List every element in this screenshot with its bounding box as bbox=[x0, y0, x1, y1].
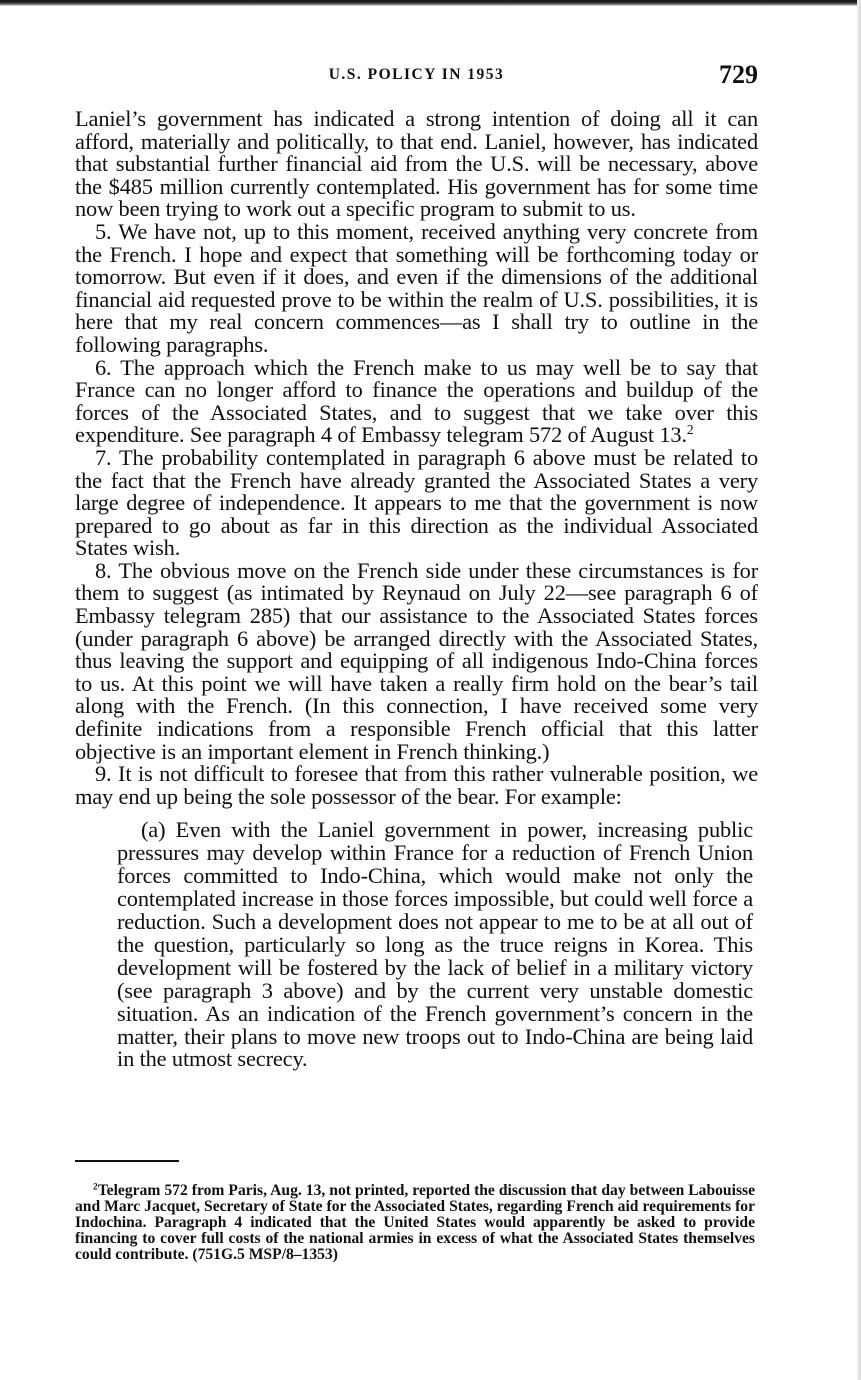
footnote-marker: 2 bbox=[93, 1182, 98, 1193]
paragraph-6-text: 6. The approach which the French make to us may well be to say that France can no longer afford to finance the operations and buildup of the forces of the Associated States, and to suggest that we take over this expenditure. See paragraph 4 of Embassy telegram 572 of August 13. bbox=[75, 354, 758, 448]
page-top-edge bbox=[0, 0, 861, 6]
page-right-edge bbox=[857, 0, 861, 1380]
body-text bbox=[75, 108, 758, 1071]
paragraph-8: 8. The obvious move on the French side under these circumstances is for them to suggest (as intimated by Reynaud on July 22—see paragraph 6 of Embassy telegram 285) that our assistance to the Associated States forces (under paragraph 6 above) be arranged directly with the Associated States, thus leaving the support and equipping of all indigenous Indo-China forces to us. At this point we will have taken a really firm hold on the bear’s tail along with the French. (In this connection, I have received some very definite indications from a responsible French official that this latter objective is an important element in French thinking.) bbox=[75, 557, 758, 764]
subparagraph-a-label: (a) bbox=[141, 817, 166, 843]
footnote-separator bbox=[75, 1160, 179, 1162]
paragraph-continued: Laniel’s government has indicated a strong intention of doing all it can afford, materially and politically, to that end. Laniel, however, has indicated that substantial further financial aid from the U.S. will be necessary, above the $485 million currently contemplated. His government has for some time now been trying to work out a specific program to submit to us. bbox=[75, 106, 758, 222]
paragraph-6 bbox=[75, 354, 758, 448]
footnote-text: Telegram 572 from Paris, Aug. 13, not printed, reported the discussion that day between Labouisse and Marc Jacquet, Secretary of State for the Associated States, regarding French aid requirements for Indochina. Paragraph 4 indicated that the United States would apparently be asked to provide financing to cover full costs of the national armies in excess of what the Associated States themselves could contribute. (751G.5 MSP/8–1353) bbox=[75, 1182, 755, 1263]
paragraph-9: 9. It is not difficult to foresee that from this rather vulnerable position, we may end up being the sole possessor of the bear. For example: bbox=[75, 761, 758, 809]
subparagraph-a-text: Even with the Laniel government in power, increasing public pressures may develop within France for a reduction of French Union forces committed to Indo-China, which would make not only the contemplated increase in those forces impossible, but could well force a reduction. Such a development does not appear to me to be at all out of the question, particularly so long as the truce reigns in Korea. This development will be fostered by the lack of belief in a military victory (see paragraph 3 above) and by the current very unstable domestic situation. As an indication of the French government’s concern in the matter, their plans to move new troops out to Indo-China are being laid in the utmost secrecy. bbox=[117, 817, 753, 1072]
paragraph-5: 5. We have not, up to this moment, received anything very concrete from the French. I hope and expect that something will be forthcoming today or tomorrow. But even if it does, and even if the dimensions of the additional financial aid requested prove to be within the realm of U.S. possibilities, it is here that my real concern commences—as I shall try to outline in the following paragraphs. bbox=[75, 218, 758, 357]
page-number: 729 bbox=[719, 60, 758, 89]
footnote bbox=[75, 1183, 755, 1263]
running-head: U.S. POLICY IN 1953 bbox=[328, 66, 505, 83]
paragraph-7: 7. The probability contemplated in paragraph 6 above must be related to the fact that the French have already granted the Associated States a very large degree of independence. It appears to me that the government is now prepared to go about as far in this direction as the individual Associated States wish. bbox=[75, 444, 758, 561]
footnote-reference: 2 bbox=[686, 422, 694, 438]
page-header bbox=[75, 62, 758, 96]
subparagraph-a bbox=[117, 819, 753, 1071]
